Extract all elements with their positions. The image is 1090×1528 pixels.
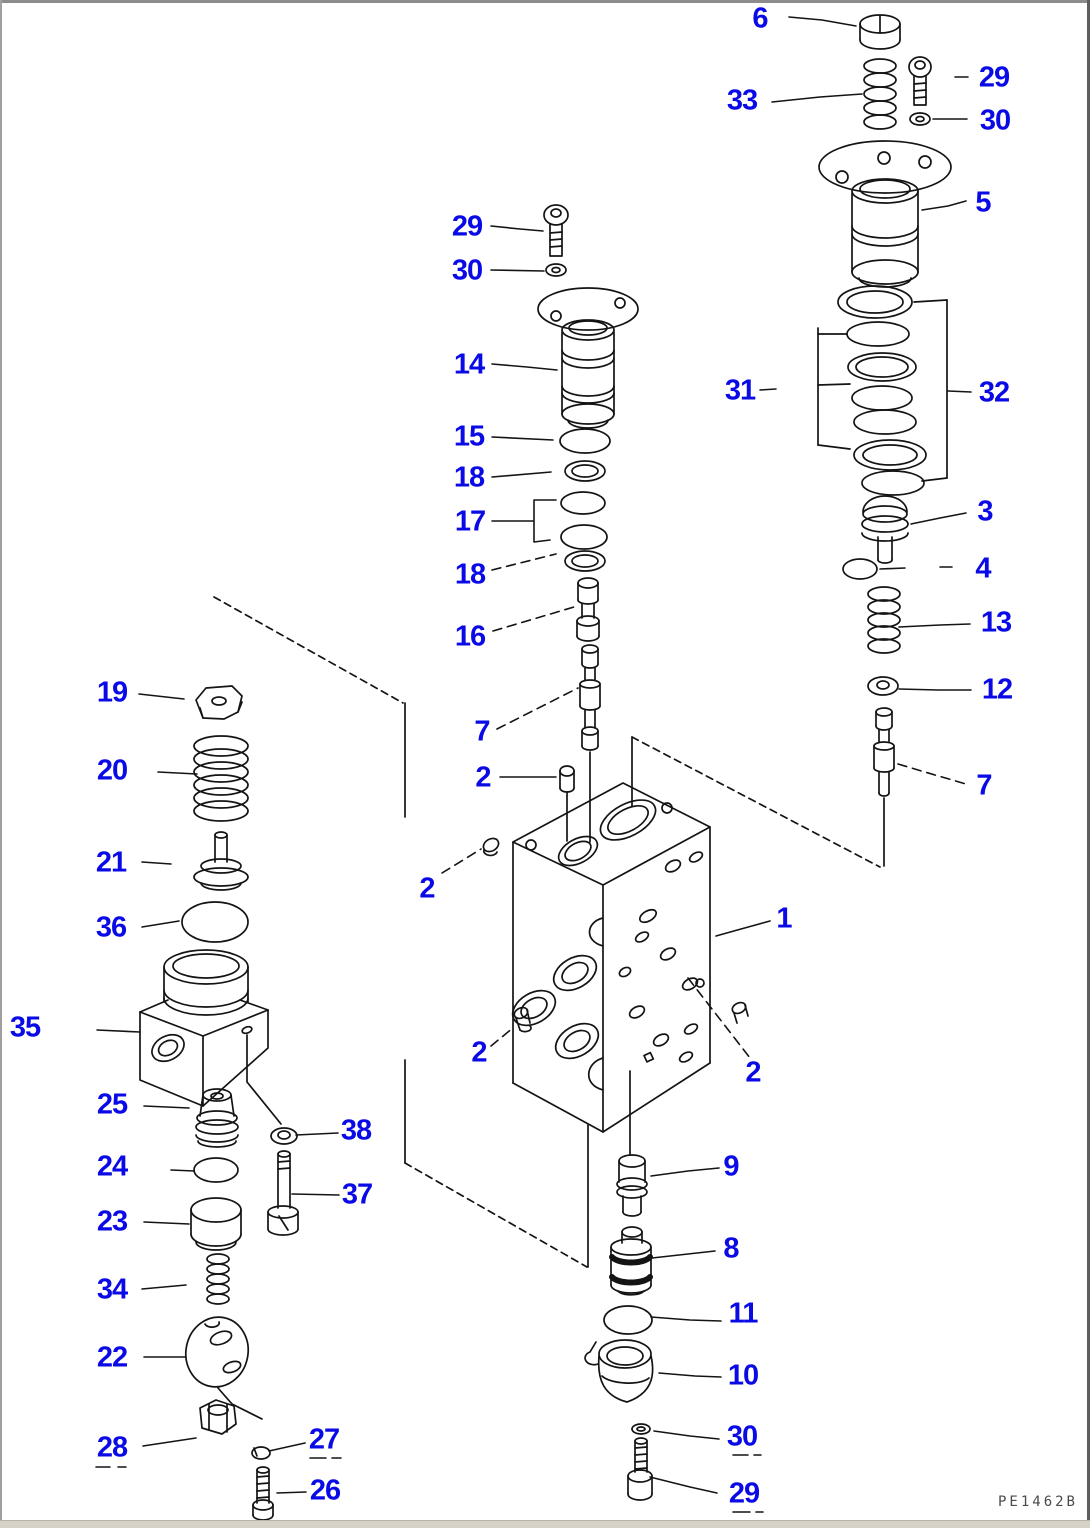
part-label-15: 15 [453,420,485,453]
part-6-cap [860,15,900,49]
part-8-relief-valve [611,1227,651,1295]
leader-to-37 [247,1035,281,1124]
part-7-spool-center [580,645,600,842]
part-16-spool-upper [577,578,599,641]
part-label-2: 2 [471,1036,487,1069]
part-label-30: 30 [979,104,1011,137]
frame-top-border [0,0,1090,3]
body-port-holes [618,850,704,1064]
part-18-o-ring-lower [565,551,605,571]
part-14-flanged-sleeve [538,288,638,428]
part-label-1: 1 [776,902,792,935]
part-label-2: 2 [419,872,435,905]
part-29-bolt-bottom [628,1438,652,1500]
part-label-19: 19 [96,676,128,709]
part-label-7: 7 [474,715,490,748]
part-28-nut [200,1400,236,1434]
part-label-7: 7 [976,769,992,802]
part-27-washer [252,1447,270,1459]
part-label-18: 18 [454,558,486,591]
part-label-26: 26 [309,1474,341,1507]
part-30-washer-center [546,264,566,276]
part-20-spring [194,736,248,821]
chain-lines [214,597,880,1267]
part-label-37: 37 [341,1178,373,1211]
part-label-25: 25 [96,1088,128,1121]
part-label-30: 30 [451,254,483,287]
part-4-o-ring [843,559,877,579]
leader-lines [96,17,971,1512]
part-label-21: 21 [95,846,127,879]
part-label-38: 38 [340,1114,372,1147]
part-label-20: 20 [96,754,128,787]
part-2-plug-right [731,1001,748,1023]
part-label-32: 32 [978,376,1010,409]
part-2-plug-top [560,766,574,841]
part-label-29: 29 [451,210,483,243]
part-23-plug-cup [191,1198,241,1250]
part-label-33: 33 [726,84,758,117]
part-label-2: 2 [475,761,491,794]
frame-left-border [0,0,2,1528]
part-13-spring [868,587,900,653]
part-label-30: 30 [726,1420,758,1453]
part-label-27: 27 [308,1423,340,1456]
drawing-code-watermark: PE1462B [997,1494,1078,1510]
part-label-29: 29 [728,1477,760,1510]
part-1-valve-body [507,783,710,1132]
part-label-31: 31 [724,374,756,407]
part-label-23: 23 [96,1205,128,1238]
part-label-17: 17 [454,505,486,538]
part-label-34: 34 [96,1273,128,1306]
part-label-6: 6 [752,2,768,35]
part-26-bolt [253,1467,273,1520]
part-label-4: 4 [975,552,991,585]
part-label-2: 2 [745,1056,761,1089]
part-5-flanged-piston [819,141,951,287]
part-21-valve-poppet [194,832,248,890]
part-label-16: 16 [454,620,486,653]
part-label-3: 3 [977,495,993,528]
part-29-bolt-center [544,205,568,256]
part-label-18: 18 [453,461,485,494]
part-17-backup-rings [561,492,607,549]
part-19-cap-nut [196,686,242,719]
part-33-spring [864,59,896,129]
part-label-11: 11 [728,1297,758,1330]
part-label-14: 14 [453,348,485,381]
part-37-plunger [268,1151,298,1235]
part-12-spring-seat [868,677,898,695]
part-label-8: 8 [723,1232,739,1265]
part-22-end-plate [179,1311,262,1419]
part-label-35: 35 [9,1011,41,1044]
part-31-32-seal-kit [818,286,947,495]
part-35-valve-block [140,950,281,1124]
part-7-spool-right [874,708,894,866]
part-2-plug-left [481,836,501,856]
part-25-piston [196,1089,238,1147]
part-label-29: 29 [978,61,1010,94]
part-label-12: 12 [981,673,1013,706]
part-label-24: 24 [96,1150,128,1183]
part-3-poppet [862,496,908,563]
frame-bottom-border [0,1520,1090,1528]
part-18-o-ring-upper [565,461,605,481]
part-label-9: 9 [723,1150,739,1183]
part-11-o-ring [604,1306,652,1334]
part-29-bolt-top-right [909,57,931,105]
part-34-spring [207,1254,229,1304]
part-24-o-ring [194,1158,238,1182]
part-label-13: 13 [980,606,1012,639]
part-10-elbow-fitting [585,1340,653,1402]
part-36-o-ring [182,902,248,942]
part-15-o-ring [560,429,610,453]
part-label-28: 28 [96,1431,128,1464]
part-label-22: 22 [96,1341,128,1374]
part-label-5: 5 [975,186,991,219]
part-38-nut [271,1128,297,1144]
part-30-washer-top-right [910,113,930,125]
part-label-36: 36 [95,911,127,944]
part-9-valve [617,1155,647,1216]
part-label-10: 10 [727,1359,759,1392]
part-30-washer-bottom [632,1424,650,1434]
